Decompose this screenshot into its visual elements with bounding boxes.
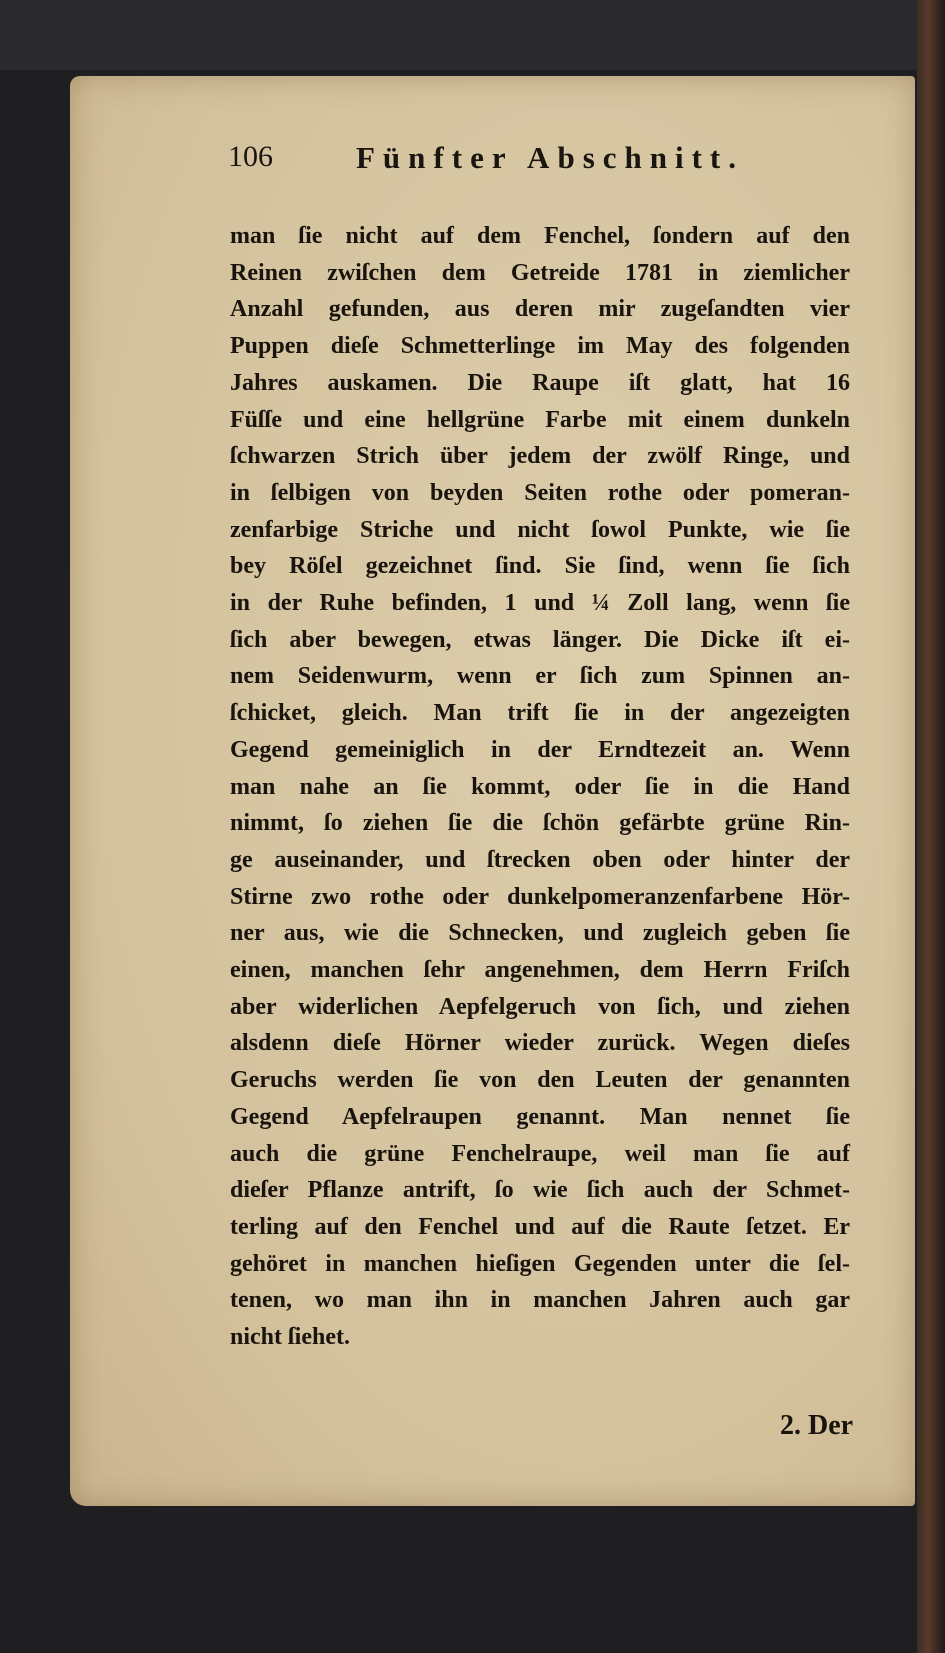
text-line: nem Seidenwurm, wenn er ſich zum Spinnen an- <box>230 663 850 690</box>
text-line: man ſie nicht auf dem Fenchel, ſondern auf den <box>230 223 850 249</box>
text-line: Puppen dieſe Schmetterlinge im May des folgenden <box>230 333 850 360</box>
text-line: ge auseinander, und ſtrecken oben oder hinter der <box>230 846 850 873</box>
scan-background-top <box>0 0 945 70</box>
page-number: 106 <box>228 140 273 173</box>
text-line: ſchwarzen Strich über jedem der zwölf Ringe, und <box>230 443 850 470</box>
running-title: Fünfter Abschnitt. <box>356 140 745 175</box>
text-line: terling auf den Fenchel und auf die Raute ſetzet. Er <box>230 1213 850 1240</box>
text-line: Anzahl gefunden, aus deren mir zugeſandten vier <box>230 296 850 323</box>
text-line: ner aus, wie die Schnecken, und zugleich geben ſie <box>230 920 850 947</box>
text-line: in der Ruhe befinden, 1 und ¼ Zoll lang, wenn ſie <box>230 590 850 617</box>
text-line: zenfarbige Striche und nicht ſowol Punkte, wie ſie <box>230 516 850 543</box>
text-line: dieſer Pflanze antrift, ſo wie ſich auch der Schmet- <box>230 1177 850 1204</box>
text-line: tenen, wo man ihn in manchen Jahren auch gar <box>230 1287 850 1314</box>
text-line: aber widerlichen Aepfelgeruch von ſich, und ziehen <box>230 993 850 1020</box>
text-line: Geruchs werden ſie von den Leuten der genannten <box>230 1067 850 1094</box>
text-line: Jahres auskamen. Die Raupe iſt glatt, hat 16 <box>230 369 850 396</box>
text-line: man nahe an ſie kommt, oder ſie in die Hand <box>230 773 850 800</box>
text-line: alsdenn dieſe Hörner wieder zurück. Wegen dieſes <box>230 1030 850 1057</box>
text-line: nicht ſiehet. <box>230 1324 350 1351</box>
text-line: bey Röſel gezeichnet ſind. Sie ſind, wenn ſie ſich <box>230 553 850 580</box>
text-line: nimmt, ſo ziehen ſie die ſchön gefärbte grüne Rin- <box>230 810 850 837</box>
text-line: Gegend gemeiniglich in der Erndtezeit an. Wenn <box>230 736 850 763</box>
text-line: gehöret in manchen hieſigen Gegenden unter die ſel- <box>230 1250 850 1277</box>
text-line: in ſelbigen von beyden Seiten rothe oder pomeran- <box>230 479 850 506</box>
text-line: Reinen zwiſchen dem Getreide 1781 in ziemlicher <box>230 259 850 286</box>
text-line: ſich aber bewegen, etwas länger. Die Dicke iſt ei- <box>230 626 850 653</box>
book-edge <box>917 0 945 1653</box>
text-line: einen, manchen ſehr angenehmen, dem Herrn Friſch <box>230 957 850 984</box>
page-body-text <box>230 218 850 1356</box>
text-line: Füſſe und eine hellgrüne Farbe mit einem dunkeln <box>230 406 850 433</box>
text-line: ſchicket, gleich. Man trift ſie in der angezeigten <box>230 700 850 727</box>
page-header <box>228 140 848 186</box>
catchword: 2. Der <box>780 1410 854 1441</box>
text-line: Gegend Aepfelraupen genannt. Man nennet ſie <box>230 1103 850 1130</box>
text-line: Stirne zwo rothe oder dunkelpomeranzenfarbene Hör- <box>230 883 850 910</box>
text-line: auch die grüne Fenchelraupe, weil man ſie auf <box>230 1140 850 1167</box>
